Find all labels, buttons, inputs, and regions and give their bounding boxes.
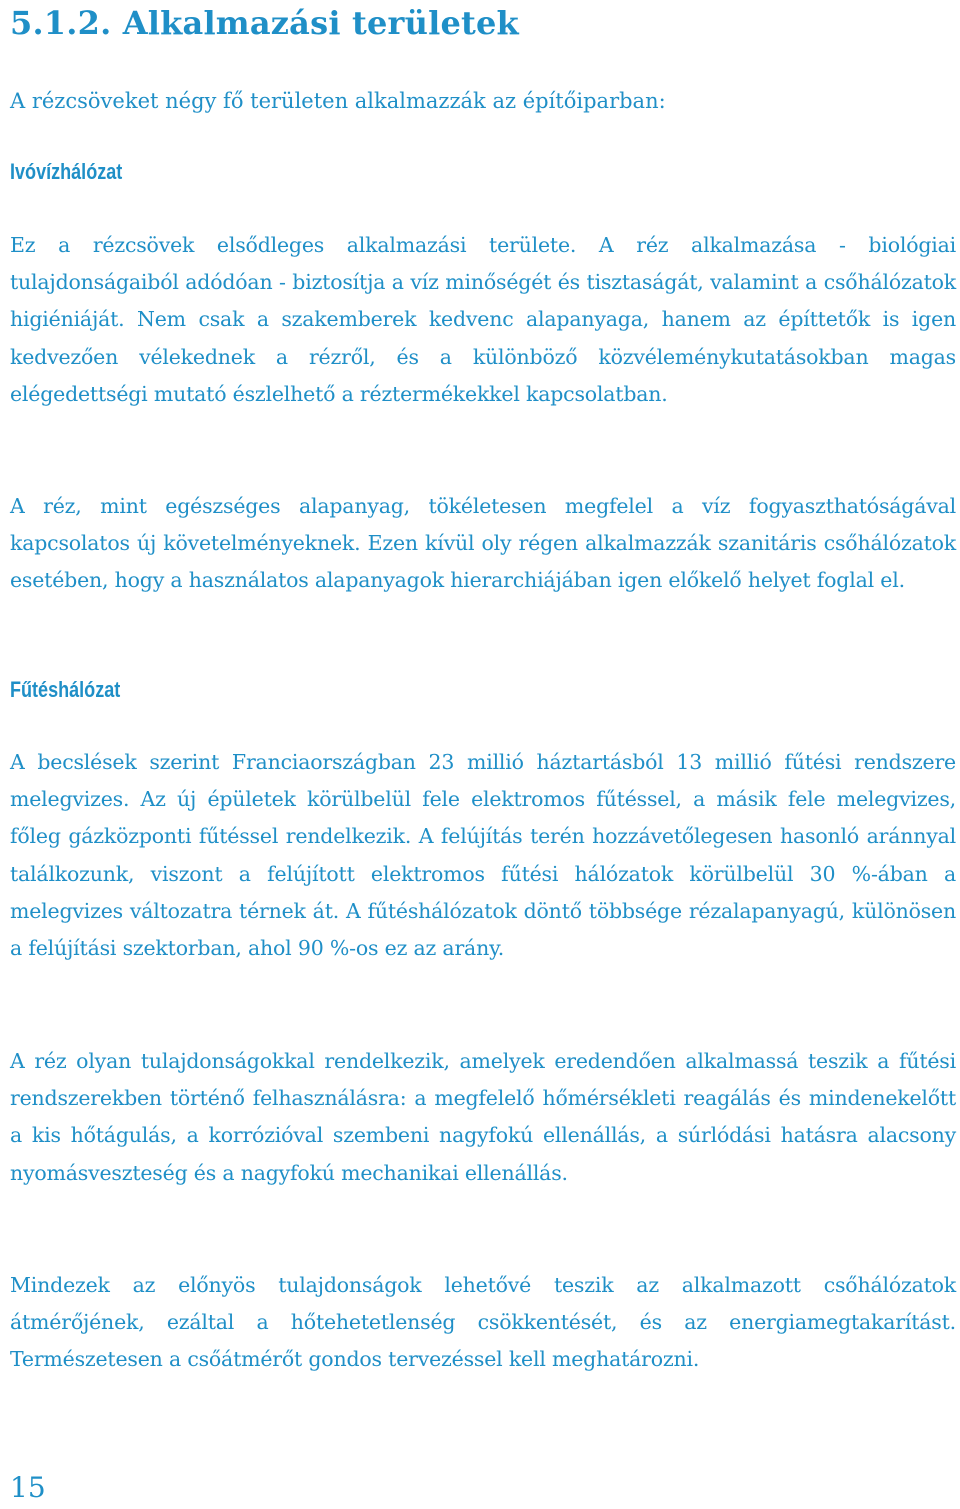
subheading-drinking-water: Ivóvízhálózat (10, 159, 123, 184)
section-title: 5.1.2. Alkalmazási területek (10, 4, 519, 42)
paragraph: A réz olyan tulajdonságokkal rendelkezik, amelyek eredendően alkalmassá teszik a fűtési rendszerekben történő felhasználásra: a megfelelő hőmérsékleti reagálás és mindenekelőtt a kis hőtágulás, a korrózióval szembeni nagyfokú ellenállás, a súrlódási hatásra alacsony nyomásveszteség és a nagyfokú mechanikai ellenállás. (10, 1049, 956, 1185)
page-number: 15 (10, 1471, 46, 1504)
paragraph: A réz, mint egészséges alapanyag, tökéletesen megfelel a víz fogyaszthatóságával kapcsolatos új követelményeknek. Ezen kívül oly régen alkalmazzák szanitáris csőhálózatok esetében, hogy a használatos alapanyagok hierarchiájában igen előkelő helyet foglal el. (10, 494, 956, 593)
subheading-heating: Fűtéshálózat (10, 677, 121, 702)
paragraph: Mindezek az előnyös tulajdonságok lehetővé teszik az alkalmazott csőhálózatok átmérőjének, ezáltal a hőtehetetlenség csökkentését, és az energiamegtakarítást. Természetesen a csőátmérőt gondos tervezéssel kell meghatározni. (10, 1273, 956, 1372)
intro-text: A rézcsöveket négy fő területen alkalmazzák az építőiparban: (10, 89, 666, 113)
paragraph: Ez a rézcsövek elsődleges alkalmazási területe. A réz alkalmazása - biológiai tulajdonságaiból adódóan - biztosítja a víz minőségét és tisztaságát, valamint a csőhálózatok higiéniáját. Nem csak a szakemberek kedvenc alapanyaga, hanem az építtetők is igen kedvezően vélekednek a rézről, és a különböző közvéleménykutatásokban magas elégedettségi mutató észlelhető a réztermékekkel kapcsolatban. (10, 233, 956, 406)
paragraph: A becslések szerint Franciaországban 23 millió háztartásból 13 millió fűtési rendszere melegvizes. Az új épületek körülbelül fele elektromos fűtéssel, a másik fele melegvizes, főleg gázközponti fűtéssel rendelkezik. A felújítás terén hozzávetőlegesen hasonló aránnyal találkozunk, viszont a felújított elektromos fűtési hálózatok körülbelül 30 %-ában a melegvizes változatra térnek át. A fűtéshálózatok döntő többsége rézalapanyagú, különösen a felújítási szektorban, ahol 90 %-os ez az arány. (10, 750, 956, 961)
